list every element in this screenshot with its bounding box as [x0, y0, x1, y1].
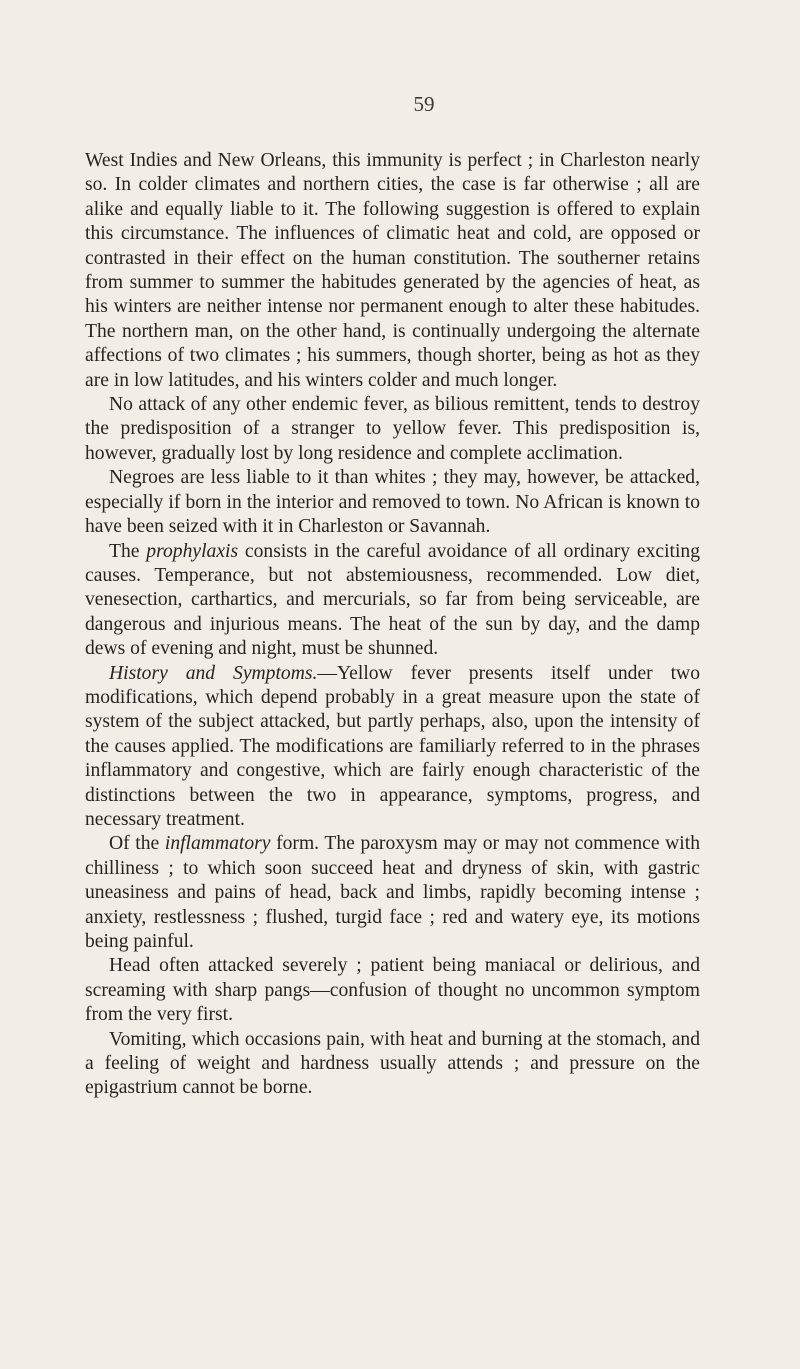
- prophylaxis-lead: The: [109, 540, 147, 562]
- prophylaxis-text: consists in the careful avoidance of all ordinary exciting causes. Temperance, but not abstemiousness, recommended. Low diet, venesection, carthartics, and mercurials, so far from being serviceable, are dangerous and injurious means. The heat of the sun by day, and the damp dews of evening and night, must be shunned.: [85, 540, 700, 660]
- body-text: [85, 149, 700, 1101]
- paragraph-history-symptoms: [85, 662, 700, 833]
- inflammatory-term: inflammatory: [164, 833, 271, 855]
- inflammatory-text: form. The paroxysm may or may not commence with chilliness ; to which soon succeed heat and dryness of skin, with gastric uneasiness and pains of head, back and limbs, rapidly becoming intense ; anxiety, restlessness ; flushed, turgid face ; red and watery eye, its motions being painful.: [85, 833, 700, 952]
- paragraph-prophylaxis: [85, 540, 700, 662]
- paragraph-vomiting: Vomiting, which occasions pain, with heat and burning at the stomach, and a feeling of weight and hardness usually attends ; and pressure on the epigastrium cannot be borne.: [85, 1028, 700, 1099]
- history-heading: History and Symptoms.: [109, 662, 318, 684]
- paragraph-predisposition: No attack of any other endemic fever, as bilious remittent, tends to destroy the predisposition of a stranger to yellow fever. This predisposition is, however, gradually lost by long residence and complete acclimation.: [85, 394, 700, 464]
- paragraph-negroes: Negroes are less liable to it than whites ; they may, however, be attacked, especially if born in the interior and removed to town. No African is known to have been seized with it in Charleston or Savannah.: [85, 467, 700, 538]
- paragraph-head: Head often attacked severely ; patient being maniacal or delirious, and screaming with sharp pangs—confusion of thought no uncommon symptom from the very first.: [85, 955, 700, 1026]
- prophylaxis-term: prophylaxis: [146, 540, 239, 562]
- history-text: —Yellow fever presents itself under two modifications, which depend probably in a great measure upon the state of system of the subject attacked, but partly perhaps, also, upon the intensity of the causes applied. The modifications are familiarly referred to in the phrases inflammatory and congestive, which are fairly enough characteristic of the distinctions between the two in appearance, symptoms, progress, and necessary treatment.: [85, 662, 700, 830]
- inflammatory-lead: Of the: [109, 833, 165, 855]
- page-number: 59: [413, 92, 435, 116]
- paragraph-immunity: West Indies and New Orleans, this immunity is perfect ; in Charleston nearly so. In colder climates and northern cities, the case is far otherwise ; all are alike and equally liable to it. The following suggestion is offered to explain this circumstance. The influences of climatic heat and cold, are opposed or contrasted in their effect on the human constitution. The southerner retains from summer to summer the habitudes generated by the agencies of heat, as his winters are neither intense nor permanent enough to alter these habitudes. The northern man, on the other hand, is continually undergoing the alternate affections of two climates ; his summers, though shorter, being as hot as they are in low latitudes, and his winters colder and much longer.: [85, 150, 700, 391]
- paragraph-inflammatory: [85, 832, 700, 954]
